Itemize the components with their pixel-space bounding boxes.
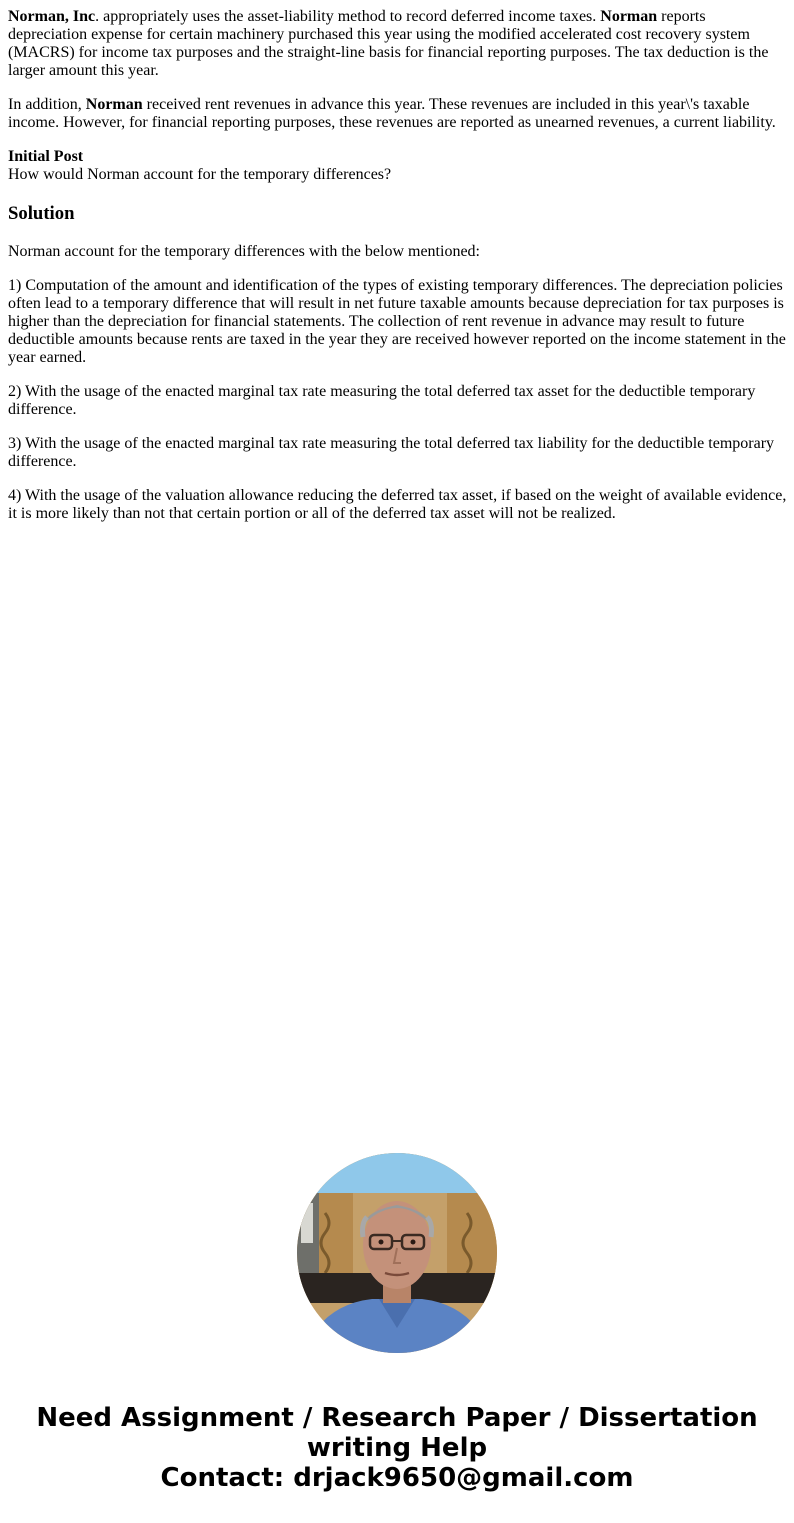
solution-point: 1) Computation of the amount and identification of the types of existing temporary differences. The depreciation policies often lead to a temporary difference that will result in net future taxable amounts because depreciation for tax purposes is higher than the depreciation for financial statements. The collection of rent revenue in advance may result to future deductible amounts because rents are taxed in the year they are received however reported on the income statement in the year earned. — [8, 277, 786, 366]
question-text: How would Norman account for the temporary differences? — [8, 166, 392, 183]
solution-intro: Norman account for the temporary differences with the below mentioned: — [8, 243, 480, 260]
company-name: Norman, Inc — [8, 8, 96, 25]
solution-point: 3) With the usage of the enacted marginal tax rate measuring the total deferred tax liability for the deductible temporary difference. — [8, 435, 775, 470]
intro-paragraph: Norman, Inc. appropriately uses the asset-liability method to record deferred income taxes. Norman reports depreciation expense for certain machinery purchased this year using the modified accelerated cost recovery system (MACRS) for income tax purposes and the straight-line basis for financial reporting purposes. The tax deduction is the larger amount this year. — [8, 8, 769, 79]
portrait-image — [297, 1153, 497, 1353]
initial-post — [8, 148, 788, 184]
addition-paragraph: In addition, Norman received rent revenues in advance this year. These revenues are included in this year\'s taxable income. However, for financial reporting purposes, these revenues are reported as unearned revenues, a current liability. — [8, 96, 776, 131]
document-body — [8, 8, 788, 539]
promo-banner — [0, 1403, 794, 1493]
promo-line: Need Assignment / Research Paper / Dissertation — [36, 1403, 758, 1433]
solution-heading: Solution — [8, 203, 75, 224]
company-short-name: Norman — [85, 96, 143, 113]
contact-email: Contact: drjack9650@gmail.com — [160, 1463, 634, 1493]
solution-point: 4) With the usage of the valuation allowance reducing the deferred tax asset, if based on the weight of available evidence, it is more likely than not that certain portion or all of the deferred tax asset will not be realized. — [8, 487, 787, 522]
author-avatar — [297, 1153, 497, 1353]
solution-point: 2) With the usage of the enacted marginal tax rate measuring the total deferred tax asset for the deductible temporary difference. — [8, 383, 756, 418]
company-short-name: Norman — [600, 8, 658, 25]
initial-post-label: Initial Post — [8, 148, 84, 165]
promo-line: writing Help — [306, 1433, 488, 1463]
